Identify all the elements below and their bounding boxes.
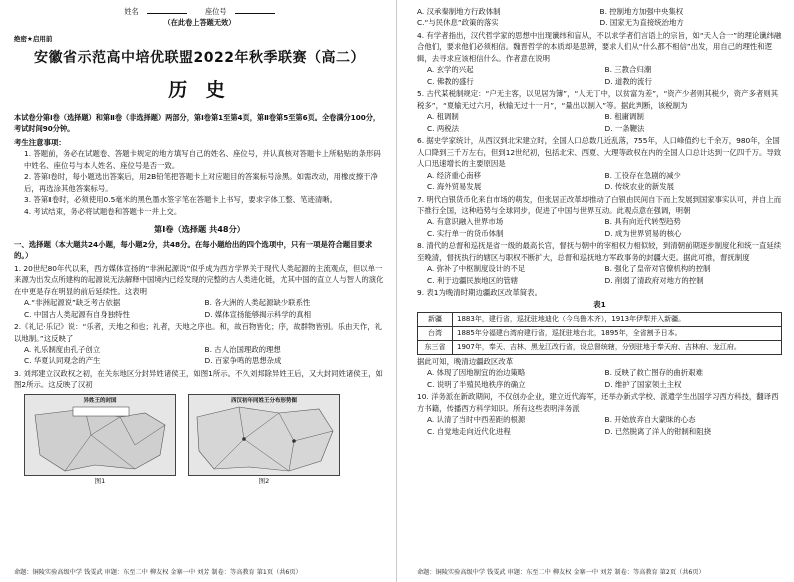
option: D. 成为世界贸易的核心 xyxy=(604,228,682,238)
figure-2-caption: 图2 xyxy=(258,476,270,485)
table-cell-detail: 1885年分福建台湾府建行省，巡抚驻地台北，1895年，全省割予日本。 xyxy=(453,327,782,341)
question-1-options xyxy=(14,297,385,320)
option: B. 强化了皇帝对官僚机构的控制 xyxy=(604,264,711,274)
option: C. 自觉地走向近代化进程 xyxy=(427,426,511,436)
option: B. 开始放弃自大蒙昧的心态 xyxy=(604,415,696,425)
option: C. 海外贸易发展 xyxy=(427,182,482,192)
question-9-options xyxy=(417,367,782,390)
map-figure-2 xyxy=(188,394,340,476)
option: A. 玄学的兴起 xyxy=(427,65,474,75)
option: C. 佛教的盛行 xyxy=(427,76,474,86)
question-9: 9. 表1为晚清时期边疆政区改革简表。 xyxy=(417,288,542,298)
question-1: 1. 20世纪80年代以来，西方媒体宣扬的“非洲起源说”似乎成为西方学界关于现代人类起源的主流观点，但以单一来源为出发点所建构的起源说无法解释中国境内已经发现的完整的古人类进化链，尤其中国的直立人与智人的演化在中更是存在明显的前后延续性。这表明 xyxy=(14,263,384,296)
question-8: 8. 清代的总督和巡抚是省一级的最高长官，督抚与朝中的宰相权力相似较，到清朝前期逐步制度化和统一直延续至晚清，督抚执行的辖区与职权不断扩大，总督和巡抚地方军政事务的封疆大吏。据此可推，督抚制度 xyxy=(417,241,782,262)
option: D. 一条鞭法 xyxy=(604,123,645,133)
name-label: 姓名 xyxy=(124,7,139,16)
option: C. 说明了半殖民地秩序的确立 xyxy=(427,379,526,389)
option: A. 汉承秦制地方行政体制 xyxy=(417,7,501,16)
option: A.“非洲起源说”缺乏考古依据 xyxy=(24,298,121,308)
figure-captions xyxy=(14,476,385,486)
option: D. 道教的流行 xyxy=(604,76,652,86)
option: B. 各大洲的人类起源缺少联系性 xyxy=(204,298,311,308)
option: A. 租调制 xyxy=(427,112,459,122)
option: B. 控制地方加强中央集权 xyxy=(599,7,684,16)
question-8-options xyxy=(417,263,782,286)
option: C. 利于边疆民族地区的管辖 xyxy=(427,275,519,285)
option: D. 传统农业的新发展 xyxy=(604,182,675,192)
option: D. 百家争鸣的思想杂成 xyxy=(204,356,282,366)
option: B. 古人治国理政的理想 xyxy=(204,345,281,355)
map-2-title: 西汉初年同姓王分布形势图 xyxy=(230,397,297,404)
note-item: 2. 答第Ⅰ卷时，每小题选出答案后，用2B铅笔把答题卡上对应题目的答案标号涂黑。如需改动，用橡皮擦干净后，再选涂其他答案标号。 xyxy=(24,172,378,193)
option: B. 租庸调制 xyxy=(604,112,644,122)
note-item: 4. 考试结束，务必将试题卷和答题卡一并上交。 xyxy=(24,206,182,216)
note-item: 1. 答题前，务必在试题卷、答题卡规定的地方填写自己的姓名、座位号，并认真核对答题卡上所粘贴的条形码中姓名、座位号与本人姓名、座位号是否一致。 xyxy=(24,149,381,170)
question-7-options xyxy=(417,216,782,239)
map-2-graphic xyxy=(189,395,339,475)
option: D. 削弱了清政府对地方的控制 xyxy=(604,275,704,285)
table-cell-detail: 1883年，建行省，巡抚驻地迪化（今乌鲁木齐），1913年伊犁并入新疆。 xyxy=(453,313,782,327)
seat-label: 座位号 xyxy=(205,7,227,16)
option: C. 两税法 xyxy=(427,123,460,133)
part-instructions: 一、选择题（本大题共24小题，每小题2分，共48分。在每小题给出的四个选项中，只有一项是符合题目要求的。） xyxy=(14,239,373,261)
option: A. 礼乐制度由孔子创立 xyxy=(24,345,101,355)
table-row xyxy=(418,340,782,354)
question-4-options xyxy=(417,64,782,87)
secret-mark: 绝密★启用前 xyxy=(14,35,53,44)
table-cell-region: 新疆 xyxy=(418,313,453,327)
table-row xyxy=(418,313,782,327)
section-title: 第Ⅰ卷（选择题 共48分） xyxy=(154,224,245,235)
question-6: 6. 据史学家统计，从西汉到北宋建立时，全国人口总数几近乱落，755年，人口峰值约七千余万，980年，全国人口降到三千万左右，但到12世纪初，包括北宋、西夏、大理等政权在内的全国人口总计达到一亿四千万。导致人口迅速增长的主要原因是 xyxy=(417,136,782,169)
option: A. 体现了因地制宜的治边策略 xyxy=(427,368,526,378)
table-caption: 表1 xyxy=(593,299,606,309)
candidate-line xyxy=(14,6,385,17)
reform-table xyxy=(417,312,782,355)
option: A. 有意识融入世界市场 xyxy=(427,217,504,227)
option: B. 三教合归潮 xyxy=(604,65,652,75)
option: D. 媒体宣扬能够揭示科学的真相 xyxy=(204,309,311,319)
table-row xyxy=(418,327,782,341)
map-figure-1 xyxy=(24,394,176,476)
note-item: 3. 答第Ⅱ卷时，必须使用0.5毫米的黑色墨水签字笔在答题卡上书写，要求字体工整、笔迹清晰。 xyxy=(24,195,338,205)
question-2: 2.《礼记·乐记》说：“乐者，天地之和也；礼者，天地之序也。和，故百物皆化；序，故群物皆别。乐由天作，礼以地制。”这反映了 xyxy=(14,322,382,343)
option: B. 具有向近代转型趋势 xyxy=(604,217,681,227)
question-2-options xyxy=(14,344,385,367)
option: C. 中国古人类起源有自身独特性 xyxy=(24,309,130,319)
name-blank[interactable] xyxy=(147,13,187,14)
figures xyxy=(14,394,385,476)
subject-title: 历 史 xyxy=(168,79,231,102)
exam-intro: 本试卷分第Ⅰ卷（选择题）和第Ⅱ卷（非选择题）两部分，第Ⅰ卷第1至第4页，第Ⅱ卷第5至第6页。全卷满分100分，考试时间90分钟。 xyxy=(14,112,381,133)
option: B. 反映了救亡图存的曲折艰难 xyxy=(604,368,703,378)
question-5-options xyxy=(417,111,782,134)
option: A. 弥补了中枢制度设计的不足 xyxy=(427,264,526,274)
option: D. 已然脱离了洋人的钳制和阻挠 xyxy=(604,426,711,436)
question-10: 10. 洋务派在新政期间，不仅创办企业，建立近代海军，还举办新式学校、派遣学生出国学习西方科技，翻译西方书籍，传播西方科学知识。所有这些表明洋务派 xyxy=(417,392,779,413)
table-cell-region: 东三省 xyxy=(418,340,453,354)
map-1-graphic xyxy=(25,395,175,475)
question-5: 5. 古代某税制规定：“户无主客，以见居为簿”，“人无丁中，以贫富为差”，“资产少者则其税少，资产多者则其税多”，“夏输无过六月，秋输无过十一月”，“量出以制入”等。据此判断，该税制为 xyxy=(417,89,779,110)
table-cell-region: 台湾 xyxy=(418,327,453,341)
option: B. 工役存在急剧的减少 xyxy=(604,170,681,180)
seat-blank[interactable] xyxy=(235,13,275,14)
option: C. 实行单一的货币体制 xyxy=(427,228,504,238)
notes-heading: 考生注意事项： xyxy=(14,137,66,147)
page-footer: 命题：铜陵实验高级中学 钱雯武 审题：东至二中 柳友权 金寨一中 刘芳 制卷：等高教育 第2页（共6页） xyxy=(417,569,705,577)
invalid-notice: （在此卷上答题无效） xyxy=(163,18,236,28)
question-9-followup: 据此可知，晚清边疆政区改革 xyxy=(417,356,514,366)
option: D. 国家无为直接统治地方 xyxy=(599,18,684,28)
option: C. 华夏认同观念的产生 xyxy=(24,356,101,366)
option: C.“与民休息”政策的落实 xyxy=(417,18,499,28)
question-3: 3. 刘邦建立汉政权之初，在关东地区分封异姓诸侯王，如图1所示。不久刘邦除异姓王后，又大封同姓诸侯王，如图2所示。这反映了汉初 xyxy=(14,368,383,390)
figure-1-caption: 图1 xyxy=(94,476,106,485)
question-6-options xyxy=(417,170,782,193)
option: A. 经济重心南移 xyxy=(427,170,481,180)
question-4: 4. 有学者指出，汉代哲学家的思想中出现谶纬和盲从，不以求学者们言语上的宗旨，如“天人合一”的理论谶纬融合他们，要求他们必须相信。魏晋哲学的本质却是思辨，要求人们从“什么都不相信”出发，用自己的理性和逻辑，去寻求应该相信什么。作者意在说明 xyxy=(417,30,782,63)
right-page xyxy=(397,0,794,582)
option: A. 认清了当时中西差距的根源 xyxy=(427,415,526,425)
table-cell-detail: 1907年，奉天、吉林、黑龙江改行省，设总督统辖，分别驻地于奉天府、吉林府、龙江府。 xyxy=(453,340,782,354)
question-7: 7. 明代白银货币化来自市场的萌发，但张居正改革却推动了白银由民间自下而上发展到国家事实认可，并自上而下推行全国，这种趋势与全球同步，促进了中国与世界互动。此观点意在强调，明朝 xyxy=(417,194,782,215)
map-1-title: 异姓王的封国 xyxy=(83,397,117,404)
option: D. 维护了国家领土主权 xyxy=(604,379,682,389)
page-footer: 命题：铜陵实验高级中学 钱雯武 审题：东至二中 柳友权 金寨一中 刘芳 制卷：等高教育 第1页（共6页） xyxy=(14,569,302,577)
exam-title: 安徽省示范高中培优联盟2022年秋季联赛（高二） xyxy=(34,50,365,67)
question-3-options xyxy=(417,6,782,29)
question-10-options xyxy=(417,414,782,437)
